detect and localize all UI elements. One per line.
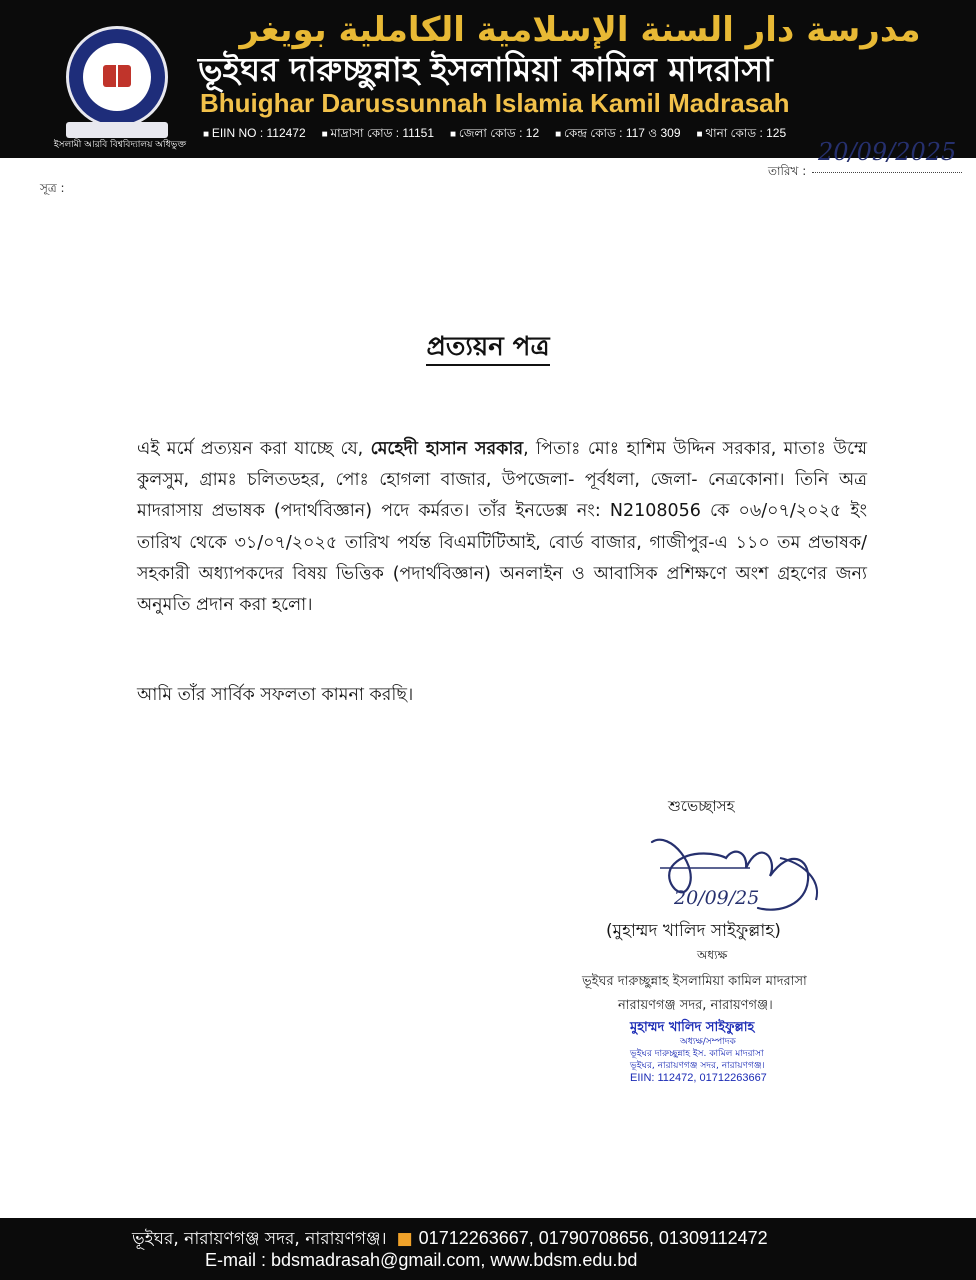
institution-name-bn: ভূইঘর দারুচ্ছুন্নাহ ইসলামিয়া কামিল মাদরাসা bbox=[198, 50, 773, 89]
arabic-name: مدرسة دار السنة الإسلامية الكاملية بويغر bbox=[239, 10, 921, 50]
signer-address: নারায়ণগঞ্জ সদর, নারায়ণগঞ্জ। bbox=[618, 998, 773, 1013]
district-code: ■ জেলা কোড : 12 bbox=[450, 124, 539, 144]
signer-institution: ভূইঘর দারুচ্ছুন্নাহ ইসলামিয়া কামিল মাদরাসা bbox=[582, 974, 807, 989]
madrasah-code: ■ মাদ্রাসা কোড : 11151 bbox=[322, 124, 434, 144]
center-code: ■ কেন্দ্র কোড : 117 ও 309 bbox=[555, 124, 680, 144]
institution-name-en: Bhuighar Darussunnah Islamia Kamil Madrasah bbox=[200, 88, 790, 118]
book-icon bbox=[103, 65, 131, 87]
certificate-body bbox=[137, 434, 867, 621]
reference-label: সূত্র : bbox=[40, 181, 65, 195]
official-stamp bbox=[630, 1020, 820, 1084]
footer-address: ভূইঘর, নারায়ণগঞ্জ সদর, নারায়ণগঞ্জ। bbox=[132, 1229, 387, 1249]
signer-name: (মুহাম্মদ খালিদ সাইফুল্লাহ) bbox=[606, 921, 781, 941]
affiliation-text: ইসলামী আরবি বিশ্ববিদ্যালয় অধিভুক্ত bbox=[53, 140, 187, 150]
greeting: শুভেচ্ছাসহ bbox=[668, 797, 735, 815]
stamp-role: অধ্যক্ষ/সম্পাদক bbox=[680, 1037, 736, 1047]
madrasah-logo bbox=[66, 26, 168, 128]
signed-date: 20/09/25 bbox=[674, 887, 760, 909]
person-name: মেহেদী হাসান সরকার bbox=[370, 439, 524, 459]
date-dotted-line bbox=[812, 172, 962, 173]
logo-ribbon bbox=[66, 122, 168, 138]
eiin-code: ■ EIIN NO : 112472 bbox=[203, 124, 306, 144]
body-rest: , পিতাঃ মোঃ হাশিম উদ্দিন সরকার, মাতাঃ উম্মে কুলসুম, গ্রামঃ চলিতডহর, পোঃ হোগলা বাজার, উপজেলা- পূর্বধলা, জেলা- নেত্রকোনা। তিনি অত্র মাদরাসায় প্রভাষক (পদার্থবিজ্ঞান) পদে কর্মরত। তাঁর ইনডেক্স নং: N2108056 কে ০৬/০৭/২০২৫ ইং তারিখ থেকে ৩১/০৭/২০২৫ তারিখ পর্যন্ত বিএমটিটিআই, বোর্ড বাজার, গাজীপুর-এ ১১০ তম প্রভাষক/সহকারী অধ্যাপকদের বিষয় ভিত্তিক (পদার্থবিজ্ঞান) অনলাইন ও আবাসিক প্রশিক্ষণে অংশ গ্রহণের জন্য অনুমতি প্রদান করা হলো। bbox=[137, 439, 867, 616]
stamp-name: মুহাম্মদ খালিদ সাইফুল্লাহ bbox=[630, 1020, 755, 1035]
signer-role: অধ্যক্ষ bbox=[697, 948, 728, 962]
stamp-line-2: ভূইঘর, নারায়ণগঞ্জ সদর, নারায়ণগঞ্জ। bbox=[630, 1061, 765, 1071]
date-handwritten: 20/09/2025 bbox=[818, 138, 957, 166]
stamp-line-1: ভূইঘর দারুচ্ছুন্নাহ ইস. কামিল মাদরাসা bbox=[630, 1049, 764, 1059]
phone-bullet-icon: ■ bbox=[396, 1229, 413, 1249]
footer-phones: 01712263667, 01790708656, 01309112472 bbox=[418, 1228, 768, 1248]
document-title bbox=[0, 326, 976, 370]
body-prefix: এই মর্মে প্রত্যয়ন করা যাচ্ছে যে, bbox=[137, 439, 371, 459]
closing-line: আমি তাঁর সার্বিক সফলতা কামনা করছি। bbox=[137, 685, 414, 705]
thana-code: ■ থানা কোড : 125 bbox=[697, 124, 787, 144]
stamp-eiin: EIIN: 112472, 01712263667 bbox=[630, 1072, 767, 1084]
date-label: তারিখ : bbox=[768, 164, 807, 178]
footer-contact: E-mail : bdsmadrasah@gmail.com, www.bdsm.edu.bd bbox=[205, 1250, 638, 1270]
handwritten-signature bbox=[630, 828, 840, 924]
logo-inner-circle bbox=[83, 43, 151, 111]
document-title-text: প্রত্যয়ন পত্র bbox=[426, 332, 549, 366]
